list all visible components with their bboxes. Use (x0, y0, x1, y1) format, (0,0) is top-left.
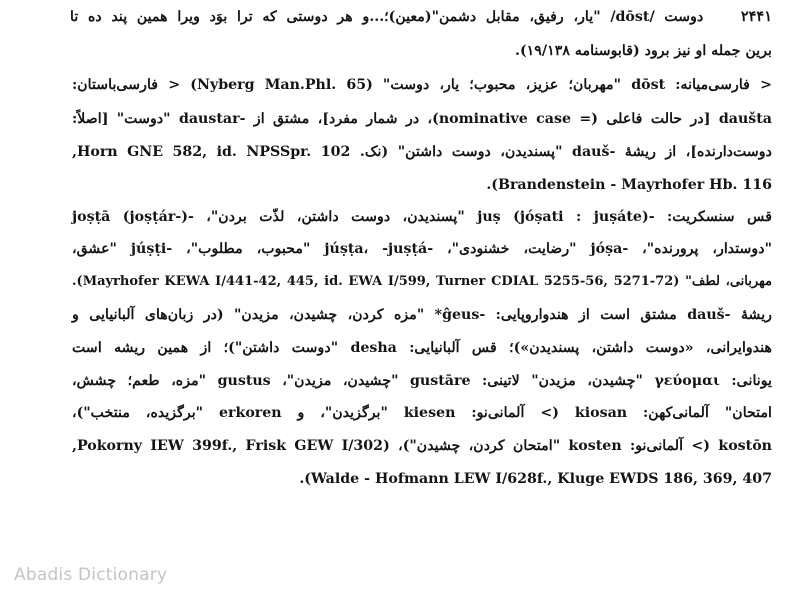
entry-line-6: Brandenstein - Mayrhofer Hb. 116). (486, 177, 772, 193)
entry-line-4: daušta [در حالت فاعلی (= nominative case)، در شمار مفرد]، مشتق از -daustar "دوست" [اصلاً: (72, 111, 772, 127)
entry-line-7: قس سنسکریت: -juṣ (jóṣati : juṣáte) "پسندیدن، دوست داشتن، لذّت بردن"، -joṣṭā (joṣṭár-) (72, 209, 773, 225)
entry-line-1 (70, 8, 772, 26)
entry-line-9: مهربانی، لطف" (Mayrhofer KEWA I/441-42, 445, id. EWA I/599, Turner CDIAL 5255-56, 5271-72). (72, 274, 773, 289)
entry-line-8: "دوستدار، پرورنده"، -jóṣa "رضایت، خشنودی"، -júṣṭa، -juṣṭá "محبوب، مطلوب"، -júṣṭi "عشق، (72, 241, 772, 257)
entry-line-12: یونانی: γεύομαι "چشیدن، مزیدن" لاتینی: gustāre "چشیدن، مزیدن"، gustus "مزه، طعم؛ چشش، (72, 373, 772, 389)
entry-line-13: امتحان" آلمانی‌کهن: kiosan (> آلمانی‌نو: kiesen "برگزیدن"، و erkoren "برگزیده، منتخب")، (72, 405, 772, 421)
entry-number: ۲۴۴۱ (740, 8, 772, 25)
entry-line-3: < فارسی‌میانه: dōst "مهربان؛ عزیز، محبوب؛ یار، دوست" (Nyberg Man.Phl. 65) < فارسی‌باستان: (72, 77, 772, 93)
entry-line-14: kostōn (> آلمانی‌نو: kosten "امتحان کردن، چشیدن")، (Pokorny IEW 399f., Frisk GEW I/302, (72, 438, 772, 454)
entry-line-2: برین جمله او نیز برود (قابوسنامه ۱۹/۱۳۸). (515, 43, 772, 59)
entry-line-15: Walde - Hofmann LEW I/628f., Kluge EWDS 186, 369, 407). (299, 471, 772, 487)
watermark-text: Abadis Dictionary (14, 565, 168, 585)
entry-line-5: دوست‌دارنده]، از ریشهٔ -dauš "پسندیدن، دوست داشتن" (نک. Horn GNE 582, id. NPSSpr. 102, (72, 144, 772, 160)
entry-line-10: ریشهٔ -dauš مشتق است از هندواروپایی: -ĝeus* "مزه کردن، چشیدن، مزیدن" (در زبان‌های آلبانیایی و (72, 307, 773, 323)
entry-line-11: هندوایرانی، «دوست داشتن، پسندیدن»)؛ قس آلبانیایی: desha "دوست داشتن")؛ از همین ریشه است (72, 340, 772, 356)
entry-text-1: دوست /dōst/ "یار، رفیق، مقابل دشمن"(معین)؛...و هر دوستی که ترا بوَد ویرا همین پند ده تا (70, 9, 704, 25)
